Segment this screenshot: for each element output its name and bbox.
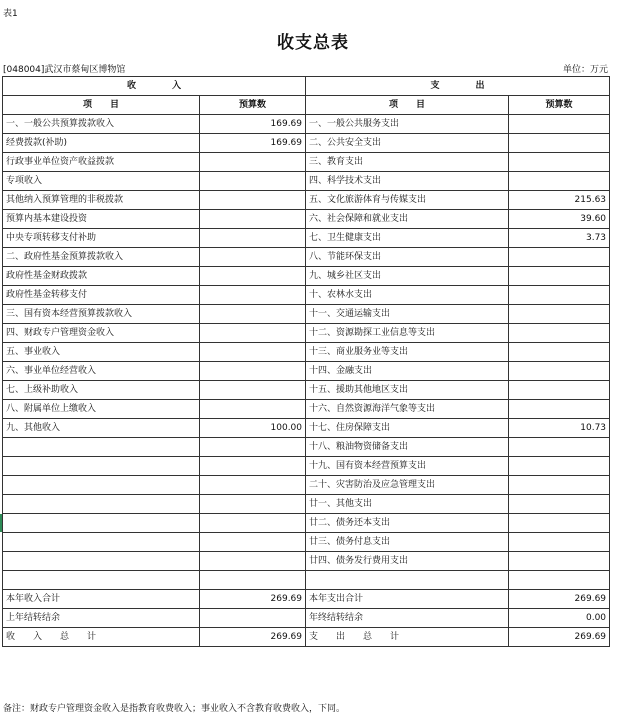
expense-item-cell: 十一、交通运输支出 <box>306 305 509 324</box>
expense-item-cell: 二、公共安全支出 <box>306 134 509 153</box>
income-item-cell: 专项收入 <box>3 172 200 191</box>
table-row <box>3 229 610 248</box>
table-row <box>3 571 610 590</box>
income-budget-cell <box>200 229 306 248</box>
table-row <box>3 628 610 647</box>
expense-item-cell: 十七、住房保障支出 <box>306 419 509 438</box>
section-header-row <box>3 77 610 96</box>
expense-budget-cell <box>509 495 610 514</box>
table-row <box>3 590 610 609</box>
table-row <box>3 210 610 229</box>
expense-budget-cell <box>509 438 610 457</box>
expense-budget-cell <box>509 343 610 362</box>
expense-budget-cell <box>509 286 610 305</box>
income-budget-cell <box>200 495 306 514</box>
expense-budget-cell <box>509 457 610 476</box>
expense-budget-cell <box>509 552 610 571</box>
table-row <box>3 134 610 153</box>
expense-item-cell: 十八、粮油物资储备支出 <box>306 438 509 457</box>
expense-item-cell: 本年支出合计 <box>306 590 509 609</box>
table-row <box>3 172 610 191</box>
expense-budget-cell <box>509 153 610 172</box>
expense-item-cell: 十五、援助其他地区支出 <box>306 381 509 400</box>
table-row <box>3 381 610 400</box>
income-item-cell: 政府性基金转移支付 <box>3 286 200 305</box>
table-row <box>3 343 610 362</box>
expense-item-cell: 十二、资源勘探工业信息等支出 <box>306 324 509 343</box>
income-section-header: 收 入 <box>3 77 306 96</box>
income-budget-cell <box>200 248 306 267</box>
income-item-cell <box>3 514 200 533</box>
income-item-cell: 其他纳入预算管理的非税拨款 <box>3 191 200 210</box>
income-item-cell: 九、其他收入 <box>3 419 200 438</box>
expense-item-cell: 廿三、债务付息支出 <box>306 533 509 552</box>
table-row <box>3 495 610 514</box>
income-budget-cell <box>200 286 306 305</box>
expense-budget-cell: 39.60 <box>509 210 610 229</box>
expense-budget-cell: 3.73 <box>509 229 610 248</box>
expense-budget-cell <box>509 305 610 324</box>
expense-item-cell: 九、城乡社区支出 <box>306 267 509 286</box>
income-item-cell: 五、事业收入 <box>3 343 200 362</box>
organization-name: [048004]武汉市蔡甸区博物馆 <box>3 65 126 75</box>
expense-budget-header: 预算数 <box>509 96 610 115</box>
expense-item-cell: 十四、金融支出 <box>306 362 509 381</box>
income-budget-cell: 169.69 <box>200 115 306 134</box>
income-budget-cell: 269.69 <box>200 628 306 647</box>
income-budget-cell <box>200 571 306 590</box>
expense-item-cell: 三、教育支出 <box>306 153 509 172</box>
income-item-cell: 上年结转结余 <box>3 609 200 628</box>
expense-item-cell: 十六、自然资源海洋气象等支出 <box>306 400 509 419</box>
expense-item-cell: 七、卫生健康支出 <box>306 229 509 248</box>
income-item-cell: 六、事业单位经营收入 <box>3 362 200 381</box>
income-item-cell <box>3 533 200 552</box>
expense-budget-cell <box>509 267 610 286</box>
cell-selection-marker <box>0 514 2 532</box>
budget-summary-table <box>2 76 610 647</box>
income-budget-cell <box>200 343 306 362</box>
income-item-cell: 四、财政专户管理资金收入 <box>3 324 200 343</box>
column-header-row <box>3 96 610 115</box>
expense-budget-cell: 10.73 <box>509 419 610 438</box>
table-row <box>3 419 610 438</box>
income-item-cell: 七、上级补助收入 <box>3 381 200 400</box>
income-budget-cell <box>200 305 306 324</box>
page-title: 收支总表 <box>277 33 349 53</box>
expense-item-cell: 年终结转结余 <box>306 609 509 628</box>
expense-item-cell: 二十、灾害防治及应急管理支出 <box>306 476 509 495</box>
table-row <box>3 115 610 134</box>
income-budget-cell <box>200 476 306 495</box>
expense-budget-cell: 269.69 <box>509 590 610 609</box>
income-item-cell <box>3 571 200 590</box>
table-row <box>3 400 610 419</box>
expense-budget-cell: 0.00 <box>509 609 610 628</box>
expense-budget-cell <box>509 172 610 191</box>
income-item-cell: 收 入 总 计 <box>3 628 200 647</box>
expense-budget-cell <box>509 248 610 267</box>
expense-budget-cell <box>509 381 610 400</box>
table-row <box>3 324 610 343</box>
income-budget-cell <box>200 609 306 628</box>
table-row <box>3 476 610 495</box>
income-item-cell: 预算内基本建设投资 <box>3 210 200 229</box>
expense-item-cell: 支 出 总 计 <box>306 628 509 647</box>
expense-item-cell: 八、节能环保支出 <box>306 248 509 267</box>
income-budget-cell <box>200 191 306 210</box>
table-row <box>3 609 610 628</box>
income-item-cell <box>3 457 200 476</box>
income-item-cell: 经费拨款(补助) <box>3 134 200 153</box>
income-budget-cell <box>200 153 306 172</box>
table-row <box>3 248 610 267</box>
income-item-header: 项 目 <box>3 96 200 115</box>
income-item-cell: 行政事业单位资产收益拨款 <box>3 153 200 172</box>
table-row <box>3 533 610 552</box>
expense-item-cell: 十九、国有资本经营预算支出 <box>306 457 509 476</box>
table-row <box>3 438 610 457</box>
income-budget-cell: 100.00 <box>200 419 306 438</box>
income-budget-cell <box>200 172 306 191</box>
income-item-cell: 二、政府性基金预算拨款收入 <box>3 248 200 267</box>
income-budget-cell: 269.69 <box>200 590 306 609</box>
expense-item-cell: 十三、商业服务业等支出 <box>306 343 509 362</box>
unit-label: 单位：万元 <box>562 65 608 75</box>
expense-budget-cell <box>509 362 610 381</box>
table-row <box>3 153 610 172</box>
table-row <box>3 305 610 324</box>
income-budget-cell <box>200 362 306 381</box>
income-budget-cell <box>200 210 306 229</box>
expense-item-header: 项 目 <box>306 96 509 115</box>
income-item-cell: 政府性基金财政拨款 <box>3 267 200 286</box>
income-item-cell <box>3 495 200 514</box>
expense-item-cell: 十、农林水支出 <box>306 286 509 305</box>
table-row <box>3 267 610 286</box>
income-item-cell: 一、一般公共预算拨款收入 <box>3 115 200 134</box>
expense-item-cell: 四、科学技术支出 <box>306 172 509 191</box>
income-budget-cell: 169.69 <box>200 134 306 153</box>
income-budget-cell <box>200 381 306 400</box>
income-budget-cell <box>200 324 306 343</box>
expense-budget-cell: 269.69 <box>509 628 610 647</box>
income-item-cell <box>3 476 200 495</box>
expense-item-cell: 廿四、债务发行费用支出 <box>306 552 509 571</box>
expense-budget-cell: 215.63 <box>509 191 610 210</box>
income-budget-cell <box>200 457 306 476</box>
table-row <box>3 514 610 533</box>
table-row <box>3 552 610 571</box>
income-item-cell: 八、附属单位上缴收入 <box>3 400 200 419</box>
income-budget-cell <box>200 400 306 419</box>
expense-item-cell: 廿二、债务还本支出 <box>306 514 509 533</box>
income-budget-cell <box>200 267 306 286</box>
table-row <box>3 191 610 210</box>
income-budget-cell <box>200 552 306 571</box>
expense-item-cell <box>306 571 509 590</box>
income-budget-cell <box>200 514 306 533</box>
expense-item-cell: 廿一、其他支出 <box>306 495 509 514</box>
income-budget-header: 预算数 <box>200 96 306 115</box>
table-row <box>3 457 610 476</box>
expense-budget-cell <box>509 400 610 419</box>
income-item-cell <box>3 552 200 571</box>
income-budget-cell <box>200 438 306 457</box>
income-item-cell: 本年收入合计 <box>3 590 200 609</box>
expense-item-cell: 五、文化旅游体育与传媒支出 <box>306 191 509 210</box>
expense-item-cell: 一、一般公共服务支出 <box>306 115 509 134</box>
expense-budget-cell <box>509 514 610 533</box>
income-item-cell: 中央专项转移支付补助 <box>3 229 200 248</box>
income-item-cell <box>3 438 200 457</box>
expense-budget-cell <box>509 571 610 590</box>
footnote: 备注：财政专户管理资金收入是指教育收费收入；事业收入不含教育收费收入，下同。 <box>3 704 346 714</box>
expense-section-header: 支 出 <box>306 77 610 96</box>
sheet-label: 表1 <box>3 9 18 19</box>
expense-budget-cell <box>509 115 610 134</box>
income-budget-cell <box>200 533 306 552</box>
table-row <box>3 286 610 305</box>
expense-budget-cell <box>509 476 610 495</box>
expense-budget-cell <box>509 324 610 343</box>
table-row <box>3 362 610 381</box>
income-item-cell: 三、国有资本经营预算拨款收入 <box>3 305 200 324</box>
expense-budget-cell <box>509 533 610 552</box>
expense-item-cell: 六、社会保障和就业支出 <box>306 210 509 229</box>
expense-budget-cell <box>509 134 610 153</box>
